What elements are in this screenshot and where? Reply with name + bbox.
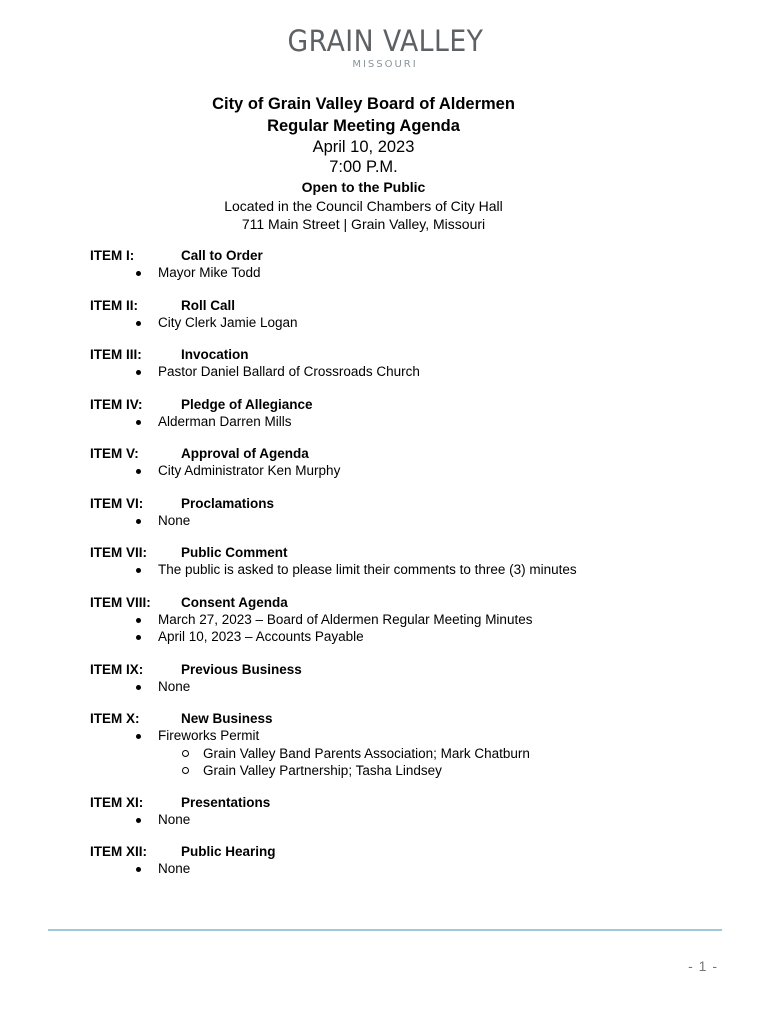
page-number: - 1 - [688, 958, 718, 974]
open-to-public: Open to the Public [301, 179, 426, 195]
agenda-bullet: Pastor Daniel Ballard of Crossroads Church [90, 363, 730, 381]
agenda-item-number: ITEM X: [90, 711, 140, 726]
agenda-item-title: Approval of Agenda [181, 446, 309, 461]
agenda-item [90, 594, 730, 646]
agenda-item-number: ITEM IV: [90, 396, 143, 412]
agenda-item-heading [90, 247, 730, 264]
agenda-bullet: April 10, 2023 – Accounts Payable [90, 628, 730, 646]
agenda-item [90, 247, 730, 282]
agenda-item-title: New Business [181, 711, 273, 726]
agenda-bullet: None [90, 811, 730, 829]
document-subtitle: Regular Meeting Agenda [267, 117, 460, 135]
agenda-sub-bullet: Grain Valley Partnership; Tasha Lindsey [90, 762, 730, 779]
meeting-location: Located in the Council Chambers of City Hall [224, 198, 503, 214]
agenda-item [90, 843, 730, 878]
agenda-item [90, 710, 730, 779]
agenda-bullet: City Administrator Ken Murphy [90, 462, 730, 480]
agenda-item-title: Pledge of Allegiance [181, 396, 313, 412]
agenda-items [90, 247, 730, 893]
agenda-bullet: The public is asked to please limit their comments to three (3) minutes [90, 561, 730, 579]
agenda-item-number: ITEM IX: [90, 661, 144, 677]
agenda-bullet: None [90, 678, 730, 696]
agenda-item-title: Public Comment [181, 545, 288, 560]
meeting-time: 7:00 P.M. [329, 158, 398, 176]
agenda-item [90, 544, 730, 579]
agenda-item-number: ITEM III: [90, 347, 142, 362]
agenda-item-heading [90, 346, 730, 363]
meeting-address: 711 Main Street | Grain Valley, Missouri [241, 216, 486, 232]
agenda-bullet: Fireworks Permit [90, 727, 730, 745]
agenda-item-number: ITEM II: [90, 297, 138, 313]
agenda-item-number: ITEM VII: [90, 545, 147, 560]
agenda-sub-bullet: Grain Valley Band Parents Association; Mark Chatburn [90, 745, 730, 762]
agenda-item-heading [90, 594, 730, 611]
agenda-bullet: None [90, 512, 730, 530]
agenda-bullet: City Clerk Jamie Logan [90, 314, 730, 332]
agenda-item-title: Invocation [181, 347, 249, 362]
agenda-item [90, 297, 730, 332]
agenda-item-number: ITEM XI: [90, 794, 144, 810]
agenda-item-title: Presentations [181, 794, 271, 810]
agenda-item-title: Previous Business [181, 661, 302, 677]
agenda-item [90, 794, 730, 829]
agenda-item-heading [90, 445, 730, 462]
agenda-item [90, 495, 730, 530]
agenda-bullet: Mayor Mike Todd [90, 264, 730, 282]
agenda-item-heading [90, 710, 730, 727]
document-title: City of Grain Valley Board of Aldermen [212, 95, 515, 113]
logo-wordmark: GRAIN VALLEY [287, 24, 483, 58]
footer-divider [48, 929, 722, 931]
meeting-date: April 10, 2023 [312, 138, 415, 156]
agenda-item-heading [90, 297, 730, 314]
agenda-item-title: Proclamations [181, 495, 275, 511]
agenda-item-title: Public Hearing [181, 844, 276, 859]
logo-subtitle: MISSOURI [352, 59, 418, 70]
agenda-item-number: ITEM V: [90, 446, 139, 461]
agenda-bullet: March 27, 2023 – Board of Aldermen Regular Meeting Minutes [90, 611, 730, 629]
agenda-item-number: ITEM XII: [90, 844, 147, 859]
agenda-item-title: Call to Order [181, 248, 263, 263]
agenda-item-heading [90, 794, 730, 811]
agenda-item-number: ITEM VIII: [90, 594, 151, 610]
agenda-item-heading [90, 843, 730, 860]
agenda-item-title: Roll Call [181, 297, 236, 313]
agenda-item-heading [90, 544, 730, 561]
agenda-item [90, 346, 730, 381]
agenda-item-heading [90, 661, 730, 678]
agenda-bullet: Alderman Darren Mills [90, 413, 730, 431]
agenda-item [90, 445, 730, 480]
agenda-item-number: ITEM VI: [90, 495, 144, 511]
agenda-item-title: Consent Agenda [181, 594, 288, 610]
city-logo [0, 24, 770, 71]
agenda-item [90, 396, 730, 431]
agenda-bullet: None [90, 860, 730, 878]
agenda-item [90, 661, 730, 696]
agenda-item-heading [90, 396, 730, 413]
agenda-item-number: ITEM I: [90, 248, 135, 263]
agenda-item-heading [90, 495, 730, 512]
agenda-header [0, 93, 727, 233]
